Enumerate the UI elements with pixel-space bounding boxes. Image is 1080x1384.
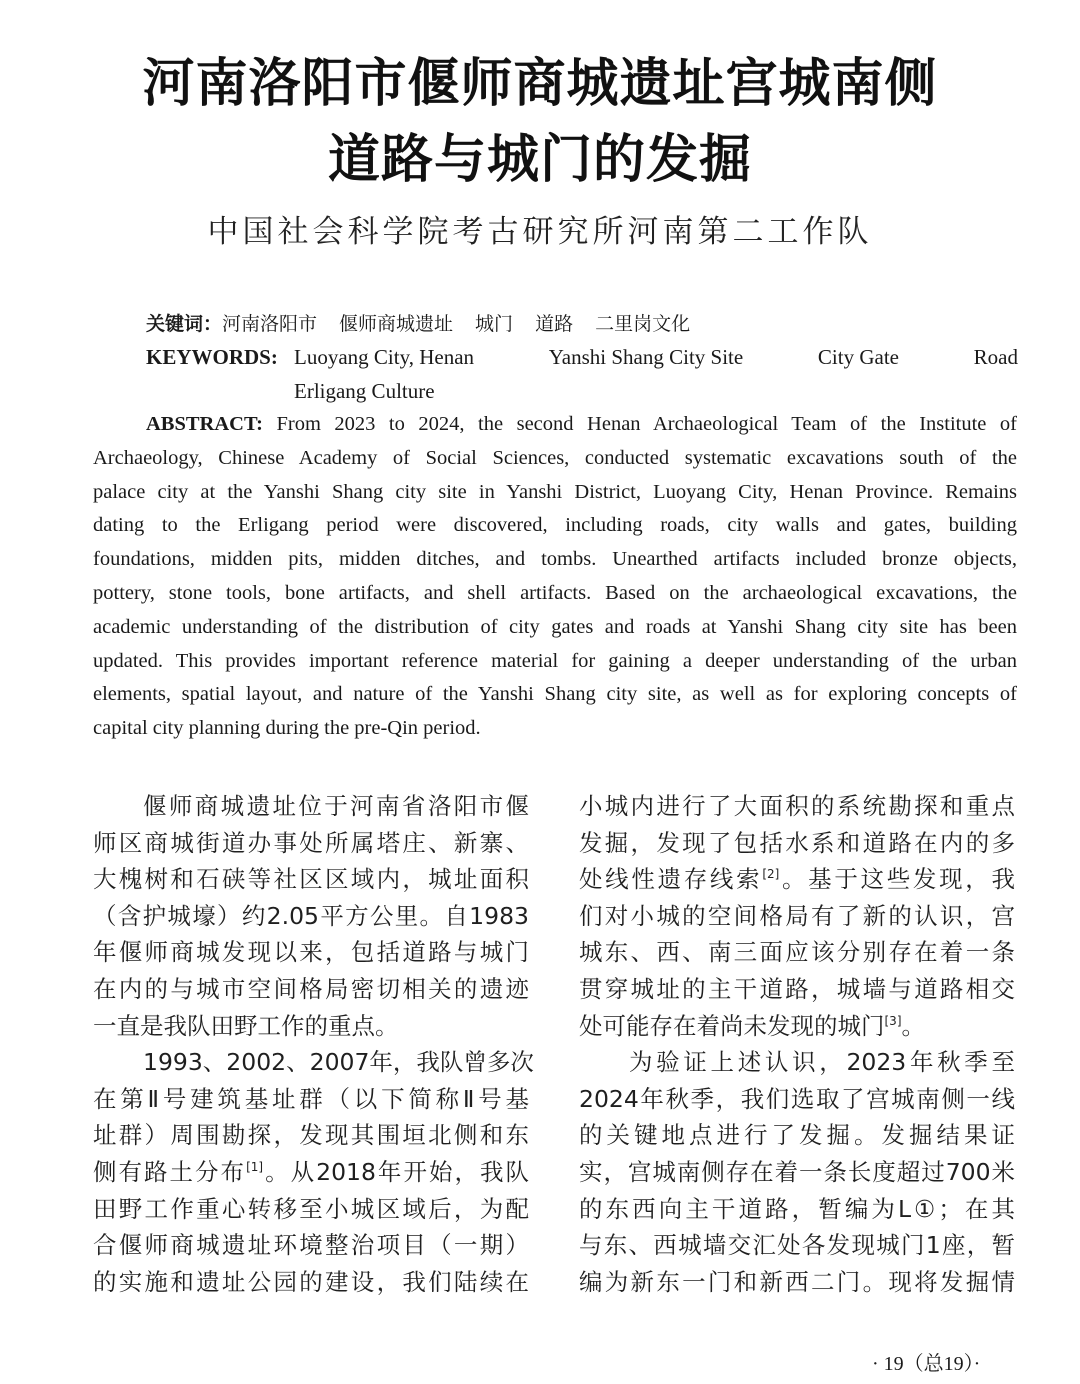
body-line: 田野工作重心转移至小城区域后，为配: [93, 1194, 529, 1223]
abstract: [93, 408, 1017, 746]
body-line: 址群）周围勘探，发现其围垣北侧和东: [93, 1121, 529, 1150]
keyword-cn: 道路: [535, 313, 574, 335]
body-line: 城东、西、南三面应该分别存在着一条: [579, 938, 1015, 967]
body-line: （含护城壕）约2.05平方公里。自1983: [93, 901, 529, 930]
body-line: 贯穿城址的主干道路，城墙与道路相交: [579, 974, 1015, 1003]
body-line: 发掘，发现了包括水系和道路在内的多: [579, 828, 1015, 857]
body-line: 在内的与城市空间格局密切相关的遗迹: [93, 974, 529, 1003]
keyword-cn: 二里岗文化: [595, 313, 691, 335]
abstract-line: dating to the Erligang period were discovered, including roads, city walls and gates, building: [93, 514, 1017, 537]
keyword-cn: 偃师商城遗址: [339, 313, 454, 335]
body-line: 一直是我队田野工作的重点。: [93, 1011, 399, 1040]
body-line: 的实施和遗址公园的建设，我们陆续在: [93, 1267, 529, 1296]
body-line: 的关键地点进行了发掘。发掘结果证: [579, 1121, 1015, 1150]
body-column-left: [93, 788, 534, 1300]
body-line: 编为新东一门和新西二门。现将发掘情: [579, 1267, 1015, 1296]
body-line: 们对小城的空间格局有了新的认识，宫: [579, 901, 1015, 930]
keyword-cn: 城门: [475, 313, 514, 335]
keywords-english: [146, 341, 1018, 373]
keyword-en: Erligang Culture: [294, 379, 435, 403]
body-line: 偃师商城遗址位于河南省洛阳市偃: [143, 792, 529, 820]
keyword-en: City Gate: [817, 345, 899, 369]
citation-2[interactable]: [2]: [762, 867, 780, 882]
body-line: 1993、2002、2007年，我队曾多次: [143, 1048, 534, 1077]
body-line: 师区商城街道办事处所属塔庄、新寨、: [93, 828, 529, 857]
body-line: 小城内进行了大面积的系统勘探和重点: [579, 792, 1015, 820]
keywords-en-label: KEYWORDS:: [146, 345, 278, 369]
abstract-line: updated. This provides important reference material for gaining a deeper understanding of the urban: [93, 649, 1017, 672]
abstract-line: Archaeology, Chinese Academy of Social Sciences, conducted systematic excavations south of the: [93, 446, 1017, 469]
body-line: 在第Ⅱ号建筑基址群（以下简称Ⅱ号基: [93, 1084, 529, 1113]
citation-1[interactable]: [1]: [246, 1159, 264, 1174]
abstract-line: foundations, midden pits, midden ditches, and tombs. Unearthed artifacts included bronze objects,: [93, 548, 1017, 571]
page-number: · 19（总19）·: [872, 1353, 981, 1375]
body-line: 2024年秋季，我们选取了宫城南侧一线: [579, 1084, 1015, 1113]
abstract-line: ABSTRACT: From 2023 to 2024, the second Henan Archaeological Team of the Institute of: [146, 413, 1017, 435]
keyword-en: Luoyang City, Henan: [294, 345, 475, 369]
body-line: 实，宫城南侧存在着一条长度超过700米: [579, 1157, 1015, 1186]
article-title-line-1: 河南洛阳市偃师商城遗址宫城南侧: [142, 53, 938, 114]
keyword-en: Road: [973, 345, 1018, 369]
abstract-line: capital city planning during the pre-Qin period.: [93, 717, 481, 740]
body-line: 为验证上述认识，2023年秋季至: [629, 1048, 1015, 1077]
abstract-line: elements, spatial layout, and nature of the Yanshi Shang city site, as well as for exploring concepts of: [93, 683, 1017, 706]
body-line: 的东西向主干道路，暂编为L①；在其: [579, 1194, 1015, 1223]
body-line: 大槐树和石硖等社区区域内，城址面积: [93, 865, 529, 894]
body-line: 处线性遗存线索[2]。基于这些发现，我: [579, 865, 1015, 894]
keyword-en: Yanshi Shang City Site: [548, 345, 744, 369]
abstract-line: academic understanding of the distribution of city gates and roads at Yanshi Shang city site has been: [93, 615, 1017, 638]
abstract-label: ABSTRACT:: [146, 413, 263, 435]
article-title-line-2: 道路与城门的发掘: [327, 129, 752, 190]
keywords-cn-label: 关键词：: [146, 313, 223, 335]
body-line: 侧有路土分布[1]。从2018年开始，我队: [93, 1157, 529, 1186]
body-line: 合偃师商城遗址环境整治项目（一期）: [93, 1231, 529, 1260]
abstract-line: palace city at the Yanshi Shang city site in Yanshi District, Luoyang City, Henan Province. Remains: [93, 480, 1017, 503]
body-column-right: [579, 788, 1015, 1300]
body-line: 年偃师商城发现以来，包括道路与城门: [93, 938, 529, 967]
author-affiliation: 中国社会科学院考古研究所河南第二工作队: [207, 214, 873, 250]
citation-3[interactable]: [3]: [884, 1013, 902, 1028]
body-line: 与东、西城墙交汇处各发现城门1座，暂: [579, 1231, 1015, 1260]
keywords-chinese: [146, 308, 712, 340]
abstract-line: pottery, stone tools, bone artifacts, and shell artifacts. Based on the archaeological excavations, the: [93, 581, 1017, 604]
keyword-cn: 河南洛阳市: [222, 313, 318, 335]
body-line: 处可能存在着尚未发现的城门[3]。: [579, 1011, 925, 1040]
